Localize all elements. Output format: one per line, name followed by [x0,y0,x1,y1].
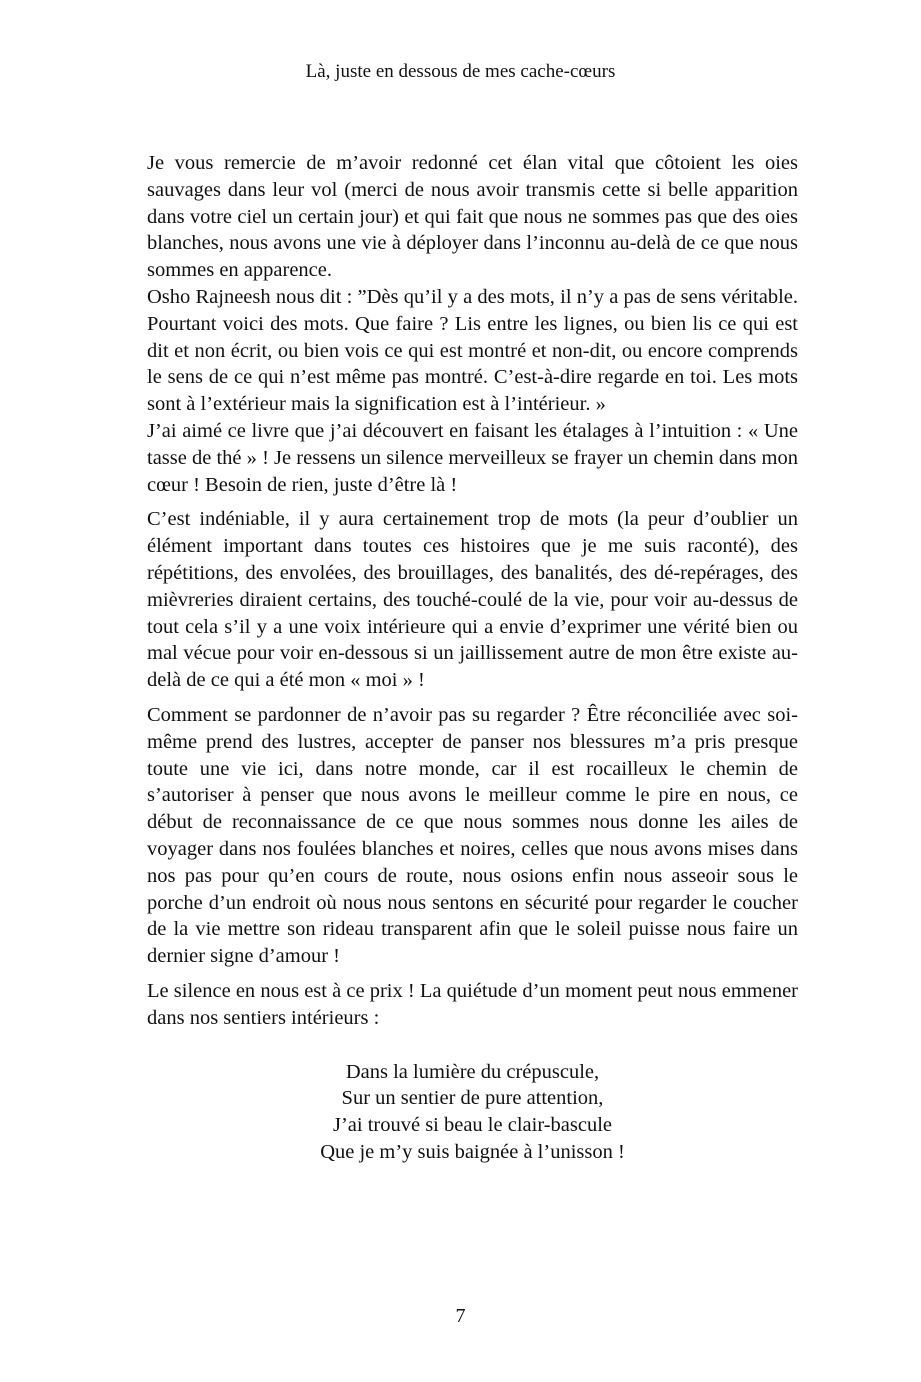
page-number: 7 [455,1305,466,1327]
paragraph: Je vous remercie de m’avoir redonné cet élan vital que côtoient les oies sauvages dans leur vol (merci de nous avoir transmis cette si belle apparition dans votre ciel un certain jour) et qui fait que nous ne sommes pas que des oies blanches, nous avons une vie à déployer dans l’inconnu au-delà de ce que nous sommes en apparence. [147,152,798,282]
running-title: Là, juste en dessous de mes cache-cœurs [305,61,616,82]
poem-line: Dans la lumière du crépuscule, [345,1060,600,1083]
poem-line: Que je m’y suis baignée à l’unisson ! [320,1140,625,1163]
poem-line: J’ai trouvé si beau le clair-bascule [332,1114,613,1137]
paragraph: J’ai aimé ce livre que j’ai découvert en faisant les étalages à l’intuition : « Une tasse de thé » ! Je ressens un silence merveilleux se frayer un chemin dans mon cœur ! Besoin de rien, juste d’être là ! [147,419,798,496]
poem-line: Sur un sentier de pure attention, [341,1087,604,1110]
paragraph: Osho Rajneesh nous dit : ”Dès qu’il y a des mots, il n’y a pas de sens véritable. Pourtant voici des mots. Que faire ? Lis entre les lignes, ou bien lis ce qui est dit et non écrit, ou bien vois ce qui est montré et non-dit, ou encore comprends le sens de ce qui n’est même pas montré. C’est-à-dire regarde en toi. Les mots sont à l’extérieur mais la signification est à l’intérieur. » [147,285,798,416]
paragraph: C’est indéniable, il y aura certainement trop de mots (la peur d’oublier un élément important dans toutes ces histoires que je me suis raconté), des répétitions, des envolées, des brouillages, des banalités, des dé-repérages, des mièvreries diraient certains, des touché-coulé de la vie, pour voir au-dessus de tout cela s’il y a une voix intérieure qui a envie d’exprimer une vérité bien ou mal vécue pour voir en-dessous si un jaillissement autre de mon être existe au-delà de ce qui a été mon « moi » ! [147,508,798,692]
paragraph: Comment se pardonner de n’avoir pas su regarder ? Être réconciliée avec soi-même prend des lustres, accepter de panser nos blessures m’a pris presque toute une vie ici, dans notre monde, car il est rocailleux le chemin de s’autoriser à penser que nous avons le meilleur comme le pire en nous, ce début de reconnaissance de ce que nous sommes nous donne les ailes de voyager dans nos foulées blanches et noires, celles que nous avons mises dans nos pas pour qu’en cours de route, nous osions enfin nous asseoir sous le porche d’un endroit où nous nous sentons en sécurité pour regarder le coucher de la vie mettre son rideau transparent afin que le soleil puisse nous faire un dernier signe d’amour ! [147,703,798,968]
poem-stanza [147,1059,798,1166]
body-text [147,150,798,1166]
paragraph: Le silence en nous est à ce prix ! La quiétude d’un moment peut nous emmener dans nos sentiers intérieurs : [147,979,798,1029]
